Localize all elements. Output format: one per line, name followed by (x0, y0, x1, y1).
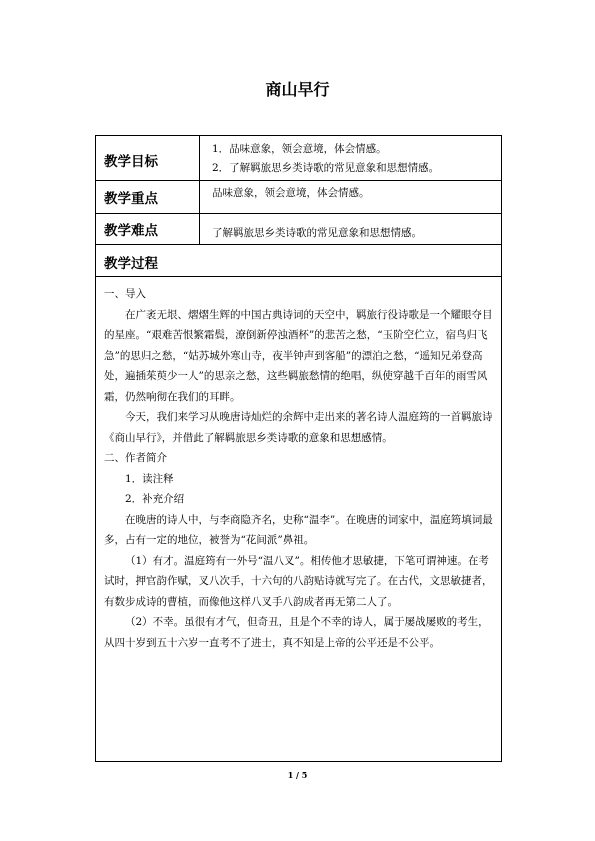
column-divider (199, 136, 200, 244)
difficult-point-label: 教学难点 (104, 223, 158, 239)
lesson-plan-table (95, 135, 502, 762)
difficult-point-text: 了解羁旅思乡类诗歌的常见意象和思想情感。 (212, 227, 422, 239)
goal-item-2: 2．了解羁旅思乡类诗歌的常见意象和思想情感。 (212, 162, 440, 174)
section-heading: 一、导入 (104, 288, 146, 300)
goal-item-1: 1．品味意象，领会意境，体会情感。 (212, 143, 387, 155)
paragraph: （1）有才。温庭筠有一外号“温八叉”。相传他才思敏捷，下笔可谓神速。在考试时，押官韵作赋，叉八次手，十六句的八韵贴诗就写完了。在古代，文思敏捷者，有数步成诗的曹植，而像他这样八叉手八韵成者再无第二人了。 (104, 554, 493, 608)
paragraph: （2）不幸。虽很有才气，但奇丑，且是个不幸的诗人，属于屡战屡败的考生，从四十岁到五十六岁一直考不了进士，真不知是上帝的公平还是不公平。 (104, 616, 489, 649)
row-divider (96, 180, 501, 181)
section-heading: 二、作者简介 (104, 452, 167, 464)
page-number: 1 / 5 (287, 770, 308, 780)
key-point-label: 教学重点 (104, 191, 158, 207)
row-divider (96, 244, 501, 245)
paragraph: 在广袤无垠、熠熠生辉的中国古典诗词的天空中，羁旅行役诗歌是一个耀眼夺目的星座。“艰难苦恨繁霜鬓，潦倒新停浊酒杯”的悲苦之愁，“玉阶空伫立，宿鸟归飞急”的思归之愁，“姑苏城外寒山寺，夜半钟声到客船”的漂泊之愁，“遥知兄弟登高处，遍插茱萸少一人”的思亲之愁，这些羁旅愁情的绝唱，纵使穿越千百年的雨雪风霜，仍然响彻在我们的耳畔。 (104, 308, 493, 403)
goal-label: 教学目标 (104, 154, 158, 170)
process-label: 教学过程 (104, 256, 158, 272)
process-body (104, 284, 496, 653)
list-item: 1．读注释 (125, 472, 174, 485)
document-title: 商山早行 (265, 80, 330, 99)
paragraph: 在晚唐的诗人中，与李商隐齐名，史称“温李”。在晚唐的词家中，温庭筠填词最多，占有一定的地位，被誉为“花间派”鼻祖。 (104, 513, 493, 546)
row-divider (96, 276, 501, 277)
key-point-text: 品味意象，领会意境，体会情感。 (212, 187, 370, 199)
list-item: 2．补充介绍 (125, 493, 185, 505)
row-divider (96, 213, 501, 214)
paragraph: 今天，我们来学习从晚唐诗灿烂的余辉中走出来的著名诗人温庭筠的一首羁旅诗《商山早行》，并借此了解羁旅思乡类诗歌的意象和思想感情。 (104, 411, 493, 444)
